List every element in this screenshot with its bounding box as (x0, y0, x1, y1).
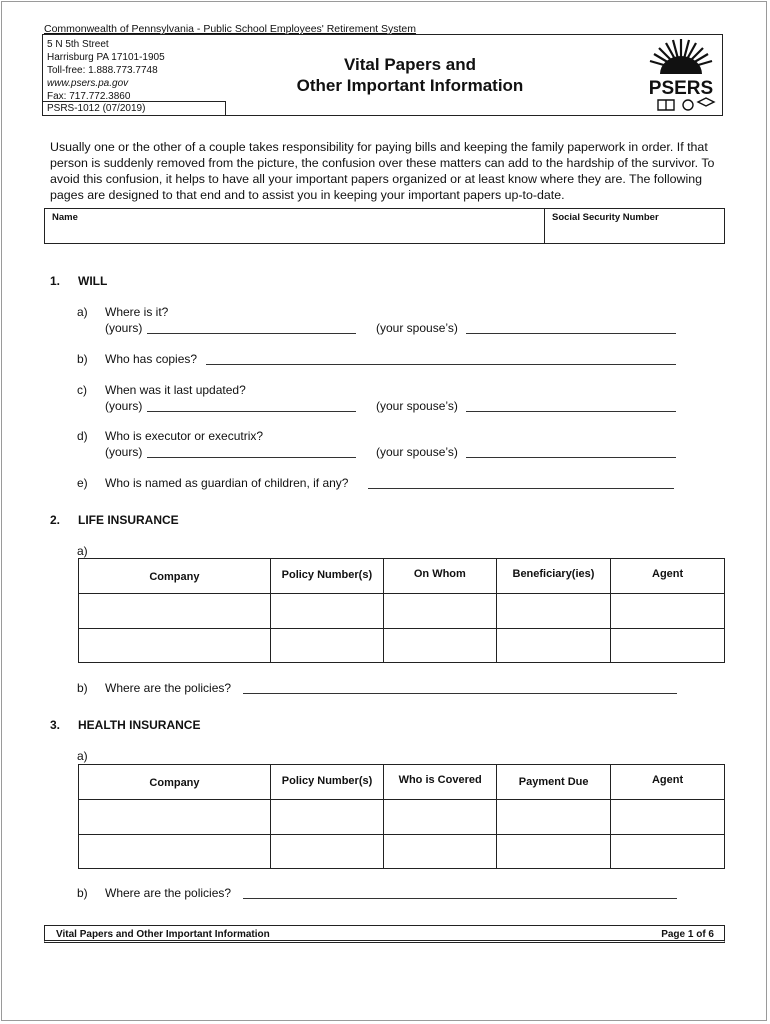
will-c-question: When was it last updated? (105, 383, 246, 397)
life-b-letter: b) (77, 681, 88, 695)
table-header-row (79, 559, 725, 594)
health-b-question: Where are the policies? (105, 886, 232, 900)
life-b-field[interactable] (243, 693, 677, 694)
col-header-who-is-covered: Who is Covered (384, 765, 497, 800)
name-label: Name (52, 212, 78, 223)
divider (544, 209, 545, 243)
intro-paragraph: Usually one or the other of a couple takes responsibility for paying bills and keeping the family paperwork in order. If that person is suddenly removed from the picture, the confusion over these matters can add to the hardship of the survivor. To avoid this confusion, it helps to have all your important papers organized or at least know where they are. The following pages are designed to that end and to assist you in keeping your important papers up-to-date. (50, 140, 715, 202)
will-e-field[interactable] (368, 488, 674, 489)
col-header-company: Company (79, 559, 271, 594)
will-a-question: Where is it? (105, 305, 169, 319)
col-header-payment-due: Payment Due (497, 765, 611, 800)
table-cell[interactable] (270, 629, 383, 663)
will-a-yours-label: (yours) (105, 321, 143, 335)
ssn-label: Social Security Number (552, 212, 659, 223)
table-cell[interactable] (496, 629, 611, 663)
col-header-policy-number: Policy Number(s) (270, 559, 383, 594)
sun-icon (660, 56, 702, 74)
page-title (270, 54, 550, 96)
table-cell[interactable] (383, 629, 496, 663)
will-b-field[interactable] (206, 364, 676, 365)
title-line1: Vital Papers and (344, 55, 476, 74)
col-header-company: Company (79, 765, 271, 800)
address-line2: Harrisburg PA 17101-1905 (47, 52, 165, 63)
table-cell[interactable] (611, 594, 725, 629)
col-header-beneficiary: Beneficiary(ies) (496, 559, 611, 594)
table-cell[interactable] (497, 835, 611, 869)
graduation-cap-icon (698, 98, 714, 106)
agency-name: Commonwealth of Pennsylvania - Public School Employees' Retirement System (44, 23, 417, 35)
table-row (79, 629, 725, 663)
table-cell[interactable] (79, 594, 271, 629)
will-e-question: Who is named as guardian of children, if any? (105, 476, 349, 490)
table-cell[interactable] (611, 629, 725, 663)
table-cell[interactable] (497, 800, 611, 835)
section-title-will: WILL (78, 274, 108, 288)
table-cell[interactable] (384, 800, 497, 835)
fax: Fax: 717.772.3860 (47, 91, 131, 102)
will-d-letter: d) (77, 429, 88, 443)
will-d-yours-field[interactable] (147, 457, 356, 458)
table-cell[interactable] (270, 800, 383, 835)
footer-title: Vital Papers and Other Important Information (56, 929, 270, 940)
table-cell[interactable] (611, 800, 725, 835)
tollfree: Toll-free: 1.888.773.7748 (47, 65, 158, 76)
will-c-yours-label: (yours) (105, 399, 143, 413)
address-line1: 5 N 5th Street (47, 39, 109, 50)
table-cell[interactable] (496, 594, 611, 629)
table-row (79, 835, 725, 869)
col-header-policy-number: Policy Number(s) (270, 765, 383, 800)
will-a-spouse-field[interactable] (466, 333, 676, 334)
will-d-spouse-field[interactable] (466, 457, 676, 458)
table-cell[interactable] (384, 835, 497, 869)
website-link[interactable]: www.psers.pa.gov (47, 78, 129, 89)
table-row (79, 594, 725, 629)
will-d-yours-label: (yours) (105, 445, 143, 459)
section-title-health: HEALTH INSURANCE (78, 718, 201, 732)
will-e-letter: e) (77, 476, 88, 490)
form-number: PSRS-1012 (07/2019) (42, 101, 226, 116)
table-cell[interactable] (79, 629, 271, 663)
col-header-agent: Agent (611, 559, 725, 594)
page-number: Page 1 of 6 (661, 929, 714, 940)
section-number-health: 3. (50, 718, 61, 732)
table-row (79, 800, 725, 835)
apple-icon (683, 100, 693, 110)
will-d-question: Who is executor or executrix? (105, 429, 264, 443)
will-c-spouse-label: (your spouse’s) (376, 399, 458, 413)
section-title-life: LIFE INSURANCE (78, 513, 179, 527)
col-header-agent: Agent (611, 765, 725, 800)
table-cell[interactable] (79, 835, 271, 869)
table-cell[interactable] (79, 800, 271, 835)
will-c-yours-field[interactable] (147, 411, 356, 412)
name-ssn-box (44, 208, 725, 244)
page-footer (44, 925, 725, 943)
will-c-spouse-field[interactable] (466, 411, 676, 412)
health-insurance-table (78, 764, 725, 869)
address-block (47, 38, 165, 103)
will-b-letter: b) (77, 352, 88, 366)
table-header-row (79, 765, 725, 800)
life-a-letter: a) (77, 544, 88, 558)
section-number-life: 2. (50, 513, 61, 527)
will-a-spouse-label: (your spouse’s) (376, 321, 458, 335)
life-insurance-table (78, 558, 725, 663)
life-b-question: Where are the policies? (105, 681, 232, 695)
will-c-letter: c) (77, 383, 87, 397)
health-b-letter: b) (77, 886, 88, 900)
will-d-spouse-label: (your spouse’s) (376, 445, 458, 459)
will-a-letter: a) (77, 305, 88, 319)
table-cell[interactable] (611, 835, 725, 869)
book-icon (658, 100, 674, 110)
health-a-letter: a) (77, 749, 88, 763)
table-cell[interactable] (270, 594, 383, 629)
will-a-yours-field[interactable] (147, 333, 356, 334)
psers-logo (640, 36, 722, 114)
table-cell[interactable] (383, 594, 496, 629)
col-header-on-whom: On Whom (383, 559, 496, 594)
logo-text: PSERS (648, 78, 714, 99)
table-cell[interactable] (270, 835, 383, 869)
health-b-field[interactable] (243, 898, 677, 899)
title-line2: Other Important Information (296, 76, 524, 95)
section-number-will: 1. (50, 274, 61, 288)
will-b-question: Who has copies? (105, 352, 198, 366)
